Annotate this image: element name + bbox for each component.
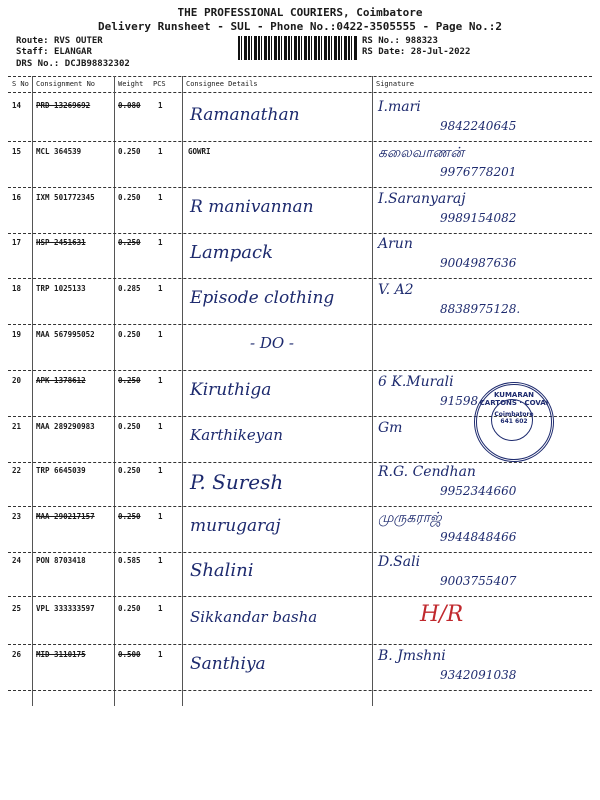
row-weight: 0.250 [118, 422, 141, 431]
row-consignee-handwritten: Santhiya [190, 654, 266, 674]
col-consignee: Consignee Details [186, 80, 258, 88]
row-signature-phone: 91598 [440, 394, 479, 408]
row-signature-phone: 9944848466 [440, 530, 517, 544]
row-pcs: 1 [158, 193, 163, 202]
rs-no-label: RS No.: [362, 36, 400, 46]
rs-no-line [362, 36, 438, 46]
row-sno: 24 [12, 556, 22, 565]
row-weight: 0.250 [118, 376, 141, 385]
row-divider [8, 233, 592, 234]
row-consignment-no: MAA 289290983 [36, 422, 95, 431]
row-signature-phone: 9003755407 [440, 574, 517, 588]
staff-value: ELANGAR [53, 47, 92, 57]
row-consignment-no: IXM 501772345 [36, 193, 95, 202]
row-weight: 0.250 [118, 330, 141, 339]
row-sno: 18 [12, 284, 22, 293]
row-pcs: 1 [158, 556, 163, 565]
divider-sno [32, 76, 33, 706]
row-sno: 23 [12, 512, 22, 521]
barcode [238, 36, 358, 60]
row-consignee-handwritten: - DO - [250, 334, 294, 352]
rs-date-label: RS Date: [362, 47, 406, 57]
row-signature: I.mari [378, 99, 421, 115]
row-signature: D.Sali [378, 554, 421, 570]
row-weight: 0.250 [118, 512, 141, 521]
row-sno: 21 [12, 422, 22, 431]
row-pcs: 1 [158, 604, 163, 613]
row-consignment-no: TRP 1025133 [36, 284, 86, 293]
col-consignment: Consignment No [36, 80, 96, 88]
row-consignment-no: TRP 6645039 [36, 466, 86, 475]
row-consignee-handwritten: Sikkandar basha [190, 608, 318, 626]
row-pcs: 1 [158, 147, 163, 156]
row-weight: 0.080 [118, 101, 141, 110]
route-value: RVS OUTER [53, 36, 103, 46]
route-label: Route: [16, 36, 49, 46]
company-stamp [474, 382, 554, 462]
row-sno: 14 [12, 101, 22, 110]
row-sno: 22 [12, 466, 22, 475]
row-divider [8, 644, 592, 645]
row-divider [8, 370, 592, 371]
row-consignee-handwritten: Kiruthiga [190, 380, 272, 400]
col-weight: Weight [118, 80, 144, 88]
row-signature: R.G. Cendhan [378, 464, 476, 480]
row-divider [8, 324, 592, 325]
row-pcs: 1 [158, 284, 163, 293]
row-divider [8, 506, 592, 507]
row-signature-phone: 9976778201 [440, 165, 517, 179]
row-signature-phone: 9989154082 [440, 211, 517, 225]
drs-line [16, 59, 130, 69]
row-consignment-no: VPL 333333597 [36, 604, 95, 613]
row-consignee-handwritten: Ramanathan [190, 105, 300, 125]
row-weight: 0.250 [118, 238, 141, 247]
row-consignee-handwritten: Karthikeyan [190, 426, 283, 444]
col-signature: Signature [376, 80, 414, 88]
row-signature: I.Saranyaraj [378, 191, 466, 207]
row-signature: Arun [378, 236, 413, 252]
row-consignee-handwritten: Episode clothing [190, 288, 335, 308]
row-divider [8, 596, 592, 597]
runsheet-title: THE PROFESSIONAL COURIERS, Coimbatore [177, 6, 423, 19]
row-pcs: 1 [158, 330, 163, 339]
row-pcs: 1 [158, 512, 163, 521]
row-consignee-handwritten: R manivannan [190, 197, 314, 217]
table-top-rule [8, 76, 592, 77]
row-consignee-handwritten: murugaraj [190, 516, 281, 536]
row-signature-phone: 9842240645 [440, 119, 517, 133]
divider-consignment [114, 76, 115, 706]
row-consignment-no: MCL 364539 [36, 147, 82, 156]
row-pcs: 1 [158, 238, 163, 247]
col-pcs: PCS [153, 80, 166, 88]
row-pcs: 1 [158, 650, 163, 659]
row-consignee-printed: GOWRI [188, 147, 211, 156]
divider-consignee [372, 76, 373, 706]
row-consignment-no: PON 8703418 [36, 556, 86, 565]
row-pcs: 1 [158, 422, 163, 431]
row-weight: 0.585 [118, 556, 141, 565]
row-consignment-no: APK 1378612 [36, 376, 86, 385]
row-sno: 15 [12, 147, 22, 156]
row-signature: Gm [378, 420, 403, 436]
row-pcs: 1 [158, 101, 163, 110]
stamp-outer-text: KUMARAN CARTONS · COVAI [479, 391, 549, 408]
rs-date-value: 28-Jul-2022 [410, 47, 471, 57]
row-consignment-no: HSP 2451631 [36, 238, 86, 247]
row-weight: 0.250 [118, 604, 141, 613]
row-consignee-handwritten: Lampack [190, 242, 273, 263]
row-signature: முருகராஜ் [378, 510, 442, 526]
row-consignment-no: MAA 567995052 [36, 330, 95, 339]
row-signature-phone: 9342091038 [440, 668, 517, 682]
row-signature: கலைவாணன் [378, 145, 464, 161]
row-signature-phone: 8838975128. [440, 302, 521, 316]
row-signature: V. A2 [378, 282, 414, 298]
row-sno: 17 [12, 238, 22, 247]
row-weight: 0.250 [118, 147, 141, 156]
row-divider [8, 141, 592, 142]
staff-label: Staff: [16, 47, 49, 57]
row-divider [8, 690, 592, 691]
row-consignment-no: MAA 290217157 [36, 512, 95, 521]
row-consignee-handwritten: Shalini [190, 560, 254, 581]
row-divider [8, 552, 592, 553]
row-weight: 0.285 [118, 284, 141, 293]
row-pcs: 1 [158, 466, 163, 475]
drs-label: DRS No.: [16, 59, 60, 69]
row-weight: 0.250 [118, 193, 141, 202]
row-consignment-no: MID 3110175 [36, 650, 86, 659]
row-sno: 26 [12, 650, 22, 659]
row-divider [8, 462, 592, 463]
divider-pcs [182, 76, 183, 706]
row-divider [8, 187, 592, 188]
row-signature-phone: 9952344660 [440, 484, 517, 498]
stamp-inner-text: Coimbatore 641 602 [494, 411, 534, 426]
route-line [16, 36, 103, 46]
row-sno: 25 [12, 604, 22, 613]
row-consignee-handwritten: P. Suresh [190, 470, 284, 494]
row-sno: 20 [12, 376, 22, 385]
row-pcs: 1 [158, 376, 163, 385]
staff-line [16, 47, 92, 57]
rs-date-line [362, 47, 470, 57]
col-sno: S No [12, 80, 29, 88]
rs-no-value: 988323 [405, 36, 438, 46]
table-header-rule [8, 92, 592, 93]
row-signature-phone: 9004987636 [440, 256, 517, 270]
drs-value: DCJB9883230​2 [64, 59, 130, 69]
runsheet-subtitle: Delivery Runsheet - SUL - Phone No.:0422-3505555 - Page No.:2 [98, 20, 502, 33]
row-signature: 6 K.Murali [378, 374, 454, 390]
row-weight: 0.250 [118, 466, 141, 475]
row-sno: 16 [12, 193, 22, 202]
row-signature: H/R [420, 602, 464, 627]
row-sno: 19 [12, 330, 22, 339]
row-consignment-no: PRD 13269692 [36, 101, 91, 110]
row-divider [8, 278, 592, 279]
row-signature: B. Jmshni [378, 648, 446, 664]
row-weight: 0.500 [118, 650, 141, 659]
